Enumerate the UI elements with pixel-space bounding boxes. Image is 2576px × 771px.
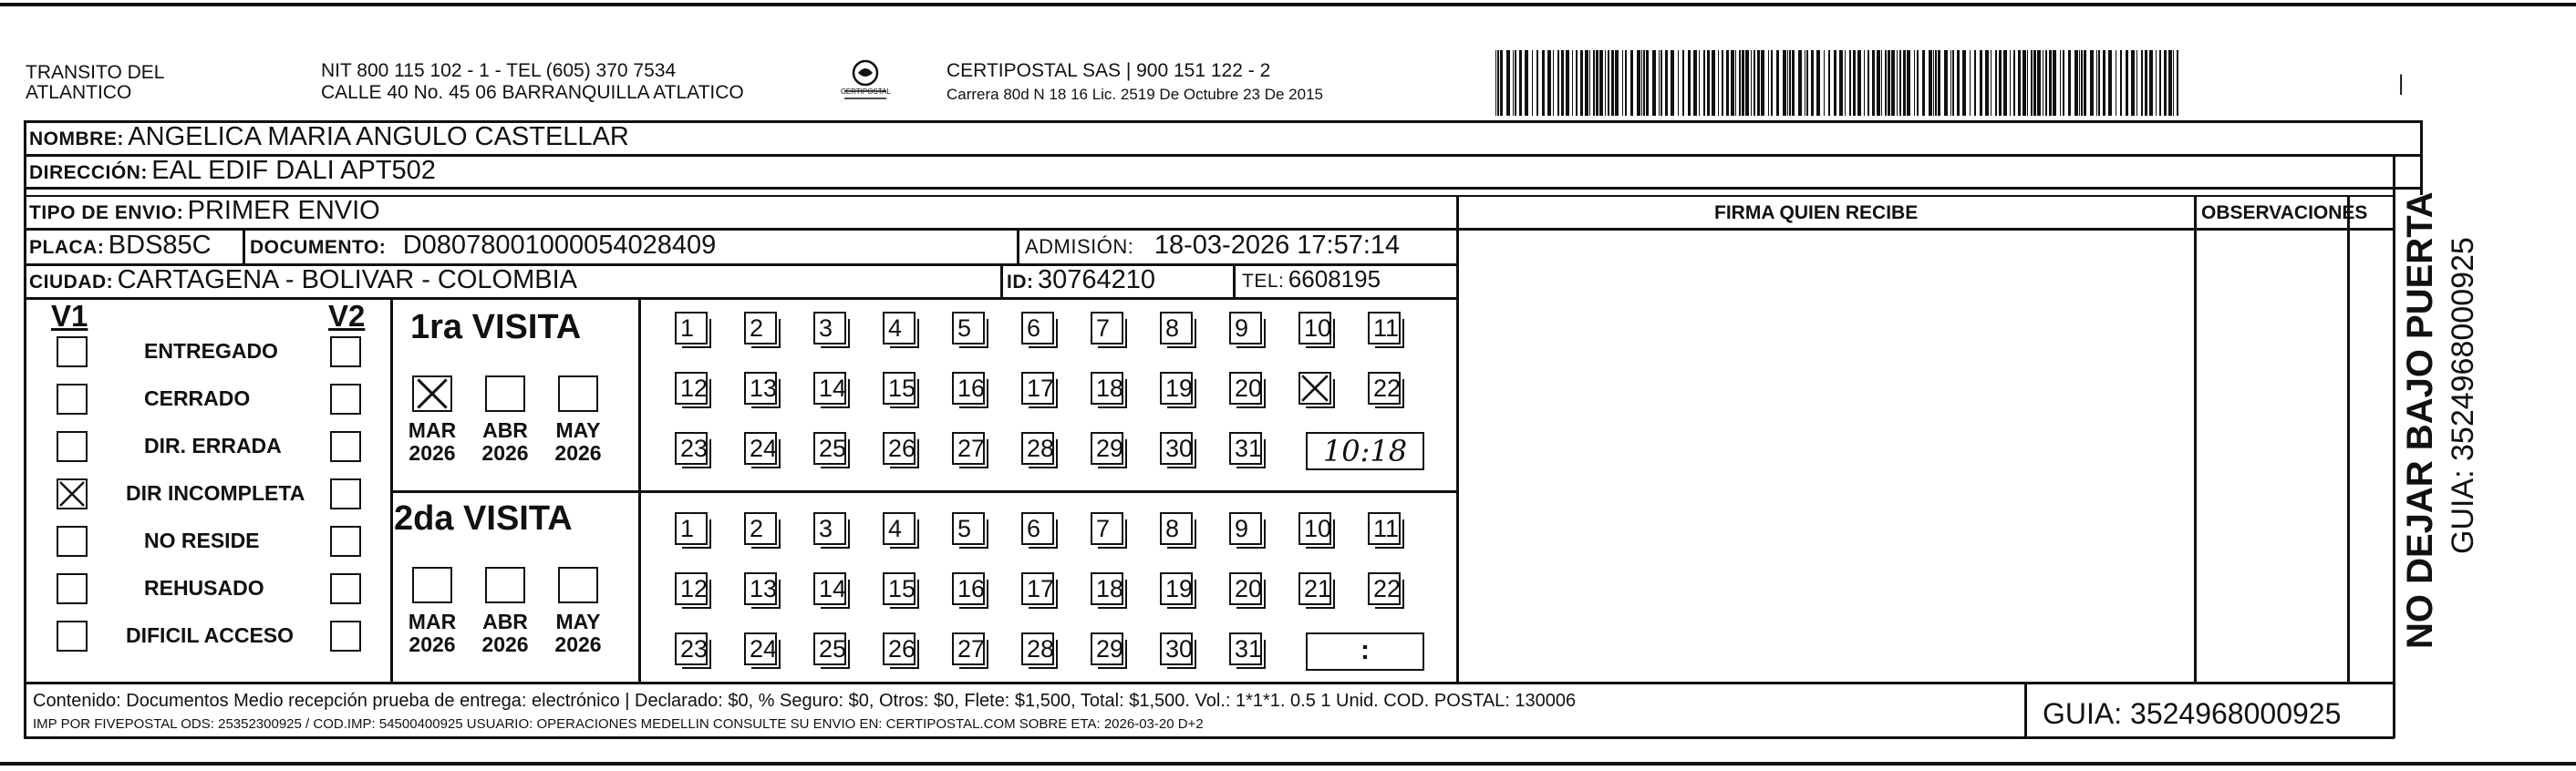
grid-line bbox=[24, 736, 2395, 739]
day-checkbox[interactable]: 13 bbox=[744, 572, 777, 605]
time-value: : bbox=[1360, 635, 1370, 665]
tel-row bbox=[1242, 265, 1381, 293]
month-year: 2026 bbox=[409, 632, 456, 656]
grid-line bbox=[2194, 195, 2197, 684]
day-checkbox[interactable]: 5 bbox=[952, 512, 985, 545]
plate-value: BDS85C bbox=[108, 231, 212, 260]
v2-checkbox[interactable] bbox=[330, 478, 361, 509]
grid-line bbox=[2420, 120, 2423, 195]
document-label: DOCUMENTO: bbox=[250, 237, 387, 258]
tel-label: TEL: bbox=[1242, 271, 1285, 292]
day-checkbox[interactable]: 7 bbox=[1091, 312, 1123, 344]
day-checkbox[interactable]: 8 bbox=[1160, 512, 1193, 545]
grid-line bbox=[2393, 155, 2395, 738]
v2-label: V2 bbox=[328, 299, 366, 333]
day-checkbox[interactable]: 20 bbox=[1229, 572, 1262, 605]
month-label bbox=[549, 611, 607, 656]
day-checkbox[interactable]: 11 bbox=[1368, 512, 1401, 545]
day-checkbox[interactable]: 14 bbox=[813, 572, 846, 605]
tel-value: 6608195 bbox=[1288, 265, 1381, 293]
month-label bbox=[403, 419, 461, 465]
send-type-row bbox=[29, 196, 380, 226]
grid-line bbox=[2024, 684, 2027, 738]
v1-checkbox[interactable] bbox=[57, 478, 88, 509]
month-checkbox[interactable] bbox=[485, 375, 525, 412]
day-checkbox[interactable]: 4 bbox=[883, 312, 916, 344]
second-visit-title: 2da VISITA bbox=[394, 499, 573, 538]
grid-line bbox=[243, 230, 245, 264]
month-year: 2026 bbox=[481, 441, 529, 465]
day-checkbox[interactable]: 28 bbox=[1021, 632, 1054, 665]
v2-checkbox[interactable] bbox=[330, 336, 361, 367]
bottom-border bbox=[0, 762, 2576, 766]
v1-checkbox[interactable] bbox=[57, 573, 88, 604]
status-label: DIR INCOMPLETA bbox=[126, 481, 305, 505]
plate-row bbox=[29, 231, 212, 261]
month-year: 2026 bbox=[481, 632, 529, 656]
day-checkbox[interactable]: 25 bbox=[813, 632, 846, 665]
day-checkbox[interactable]: 5 bbox=[952, 312, 985, 344]
name-value: ANGELICA MARIA ANGULO CASTELLAR bbox=[128, 122, 629, 151]
carrier-line2: Carrera 80d N 18 16 Lic. 2519 De Octubre 23 De 2015 bbox=[947, 86, 1323, 103]
day-checkbox[interactable]: 22 bbox=[1368, 572, 1401, 605]
month-name: MAR bbox=[408, 418, 457, 442]
v2-checkbox[interactable] bbox=[330, 431, 361, 462]
day-checkbox[interactable]: 26 bbox=[883, 432, 916, 465]
grid-line bbox=[24, 120, 26, 738]
carrier-line1: CERTIPOSTAL SAS | 900 151 122 - 2 bbox=[947, 60, 1271, 81]
city-label: CIUDAD: bbox=[29, 272, 114, 293]
signature-header: FIRMA QUIEN RECIBE bbox=[1714, 202, 1919, 223]
month-name: MAR bbox=[408, 610, 457, 633]
day-checkbox[interactable]: 3 bbox=[813, 512, 846, 545]
send-type-value: PRIMER ENVIO bbox=[187, 196, 380, 225]
admission-value: 18-03-2026 17:57:14 bbox=[1154, 231, 1401, 260]
v1-checkbox[interactable] bbox=[57, 431, 88, 462]
day-checkbox[interactable]: 15 bbox=[883, 572, 916, 605]
v1-checkbox[interactable] bbox=[57, 336, 88, 367]
month-name: MAY bbox=[555, 418, 601, 442]
month-checkbox[interactable] bbox=[558, 375, 598, 412]
day-checkbox[interactable]: 9 bbox=[1229, 312, 1262, 344]
name-label: NOMBRE: bbox=[29, 128, 124, 149]
day-checkbox[interactable]: 16 bbox=[952, 572, 985, 605]
day-checkbox[interactable]: 2 bbox=[744, 512, 777, 545]
day-checkbox[interactable]: 28 bbox=[1021, 432, 1054, 465]
day-checkbox[interactable]: 15 bbox=[883, 372, 916, 405]
barcode bbox=[1495, 50, 2371, 116]
grid-line bbox=[1017, 230, 1019, 264]
month-name: ABR bbox=[482, 610, 528, 633]
document-value: D08078001000054028409 bbox=[402, 231, 717, 260]
grid-line bbox=[1233, 264, 1236, 299]
day-checkbox[interactable]: 29 bbox=[1091, 432, 1123, 465]
day-checkbox[interactable]: 9 bbox=[1229, 512, 1262, 545]
admission-label: ADMISIÓN: bbox=[1025, 235, 1134, 258]
sender-address: CALLE 40 No. 45 06 BARRANQUILLA ATLATICO bbox=[321, 82, 744, 103]
day-checkbox[interactable] bbox=[1298, 372, 1331, 405]
id-value: 30764210 bbox=[1037, 265, 1155, 294]
v2-checkbox[interactable] bbox=[330, 384, 361, 415]
id-row bbox=[1007, 265, 1155, 295]
address-value: EAL EDIF DALI APT502 bbox=[151, 156, 436, 185]
day-checkbox[interactable]: 23 bbox=[675, 632, 708, 665]
day-checkbox[interactable]: 19 bbox=[1160, 572, 1193, 605]
day-checkbox[interactable]: 6 bbox=[1021, 312, 1054, 344]
day-checkbox[interactable]: 17 bbox=[1021, 372, 1054, 405]
month-checkbox[interactable] bbox=[485, 567, 525, 603]
v2-checkbox[interactable] bbox=[330, 621, 361, 652]
day-checkbox[interactable]: 26 bbox=[883, 632, 916, 665]
day-checkbox[interactable]: 20 bbox=[1229, 372, 1262, 405]
day-checkbox[interactable]: 21 bbox=[1298, 572, 1331, 605]
day-checkbox[interactable]: 24 bbox=[744, 632, 777, 665]
day-checkbox[interactable]: 31 bbox=[1229, 632, 1262, 665]
day-checkbox[interactable]: 2 bbox=[744, 312, 777, 344]
day-checkbox[interactable]: 12 bbox=[675, 372, 708, 405]
imp-line: IMP POR FIVEPOSTAL ODS: 25352300925 / COD.IMP: 54500400925 USUARIO: OPERACIONES MEDELLIN CONSULTE SU ENVIO EN: CERTIPOSTAL.COM SOBRE ETA: 2026-03-20 D+2 bbox=[33, 716, 1204, 732]
day-checkbox[interactable]: 7 bbox=[1091, 512, 1123, 545]
day-checkbox[interactable]: 13 bbox=[744, 372, 777, 405]
day-checkbox[interactable]: 16 bbox=[952, 372, 985, 405]
day-checkbox[interactable]: 17 bbox=[1021, 572, 1054, 605]
day-checkbox[interactable]: 30 bbox=[1160, 632, 1193, 665]
month-name: MAY bbox=[555, 610, 601, 633]
day-checkbox[interactable]: 4 bbox=[883, 512, 916, 545]
top-border bbox=[0, 3, 2576, 6]
day-checkbox[interactable]: 27 bbox=[952, 432, 985, 465]
time-field[interactable] bbox=[1306, 632, 1424, 671]
v1-checkbox[interactable] bbox=[57, 384, 88, 415]
status-label: CERRADO bbox=[144, 386, 251, 410]
grid-line bbox=[2347, 195, 2350, 684]
day-checkbox[interactable]: 6 bbox=[1021, 512, 1054, 545]
send-type-label: TIPO DE ENVIO: bbox=[29, 202, 184, 223]
day-checkbox[interactable]: 11 bbox=[1368, 312, 1401, 344]
day-checkbox[interactable]: 14 bbox=[813, 372, 846, 405]
content-line: Contenido: Documentos Medio recepción prueba de entrega: electrónico | Declarado: $0, % Seguro: $0, Otros: $0, Flete: $1,500, Total: $1,500. Vol.: 1*1*1. 0.5 1 Unid. COD. POSTAL: 130006 bbox=[33, 691, 1577, 711]
name-row bbox=[29, 122, 629, 152]
month-year: 2026 bbox=[554, 441, 602, 465]
first-visit-title: 1ra VISITA bbox=[410, 308, 582, 346]
day-checkbox[interactable]: 12 bbox=[675, 572, 708, 605]
v1-label: V1 bbox=[51, 299, 88, 333]
sender-line2: ATLANTICO bbox=[26, 82, 132, 103]
day-checkbox[interactable]: 10 bbox=[1298, 512, 1331, 545]
address-label: DIRECCIÓN: bbox=[29, 162, 148, 183]
status-label: DIFICIL ACCESO bbox=[126, 623, 295, 647]
admission-row bbox=[1025, 231, 1400, 261]
day-checkbox[interactable]: 22 bbox=[1368, 372, 1401, 405]
grid-line bbox=[24, 187, 2422, 190]
day-checkbox[interactable]: 25 bbox=[813, 432, 846, 465]
grid-line bbox=[1000, 264, 1003, 299]
sender-line1: TRANSITO DEL bbox=[26, 62, 165, 83]
day-checkbox[interactable]: 10 bbox=[1298, 312, 1331, 344]
nit-line: NIT 800 115 102 - 1 - TEL (605) 370 7534 bbox=[321, 60, 677, 81]
status-label: DIR. ERRADA bbox=[144, 434, 282, 457]
month-name: ABR bbox=[482, 418, 528, 442]
time-value: 10:18 bbox=[1322, 434, 1408, 468]
day-checkbox[interactable]: 18 bbox=[1091, 572, 1123, 605]
no-under-door-warning: NO DEJAR BAJO PUERTA bbox=[2400, 191, 2440, 649]
v2-checkbox[interactable] bbox=[330, 526, 361, 557]
address-row bbox=[29, 156, 436, 186]
day-checkbox[interactable]: 8 bbox=[1160, 312, 1193, 344]
v1-checkbox[interactable] bbox=[57, 621, 88, 652]
day-checkbox[interactable]: 1 bbox=[675, 512, 708, 545]
day-checkbox[interactable]: 27 bbox=[952, 632, 985, 665]
month-checkbox[interactable] bbox=[412, 567, 452, 603]
grid-line bbox=[1456, 195, 1459, 684]
day-checkbox[interactable]: 29 bbox=[1091, 632, 1123, 665]
day-checkbox[interactable]: 3 bbox=[813, 312, 846, 344]
day-checkbox[interactable]: 23 bbox=[675, 432, 708, 465]
grid-line bbox=[390, 490, 1457, 493]
city-value: CARTAGENA - BOLIVAR - COLOMBIA bbox=[117, 265, 577, 294]
day-checkbox[interactable]: 31 bbox=[1229, 432, 1262, 465]
status-label: NO RESIDE bbox=[144, 529, 260, 552]
edge-mark: | bbox=[2398, 71, 2405, 96]
month-label bbox=[476, 611, 534, 656]
day-checkbox[interactable]: 19 bbox=[1160, 372, 1193, 405]
month-year: 2026 bbox=[554, 632, 602, 656]
time-field[interactable] bbox=[1306, 432, 1424, 470]
guide-number: GUIA: 3524968000925 bbox=[2043, 697, 2342, 730]
status-label: REHUSADO bbox=[144, 576, 264, 600]
v1-checkbox[interactable] bbox=[57, 526, 88, 557]
month-label bbox=[403, 611, 461, 656]
grid-line bbox=[24, 297, 1457, 300]
month-checkbox[interactable] bbox=[412, 375, 452, 412]
observations-header: OBSERVACIONES bbox=[2201, 202, 2368, 223]
month-label bbox=[549, 419, 607, 465]
day-checkbox[interactable]: 18 bbox=[1091, 372, 1123, 405]
v2-checkbox[interactable] bbox=[330, 573, 361, 604]
day-checkbox[interactable]: 30 bbox=[1160, 432, 1193, 465]
certipostal-logo: CERTIPOSTAL bbox=[839, 55, 892, 108]
month-label bbox=[476, 419, 534, 465]
side-guide-number: GUIA: 3524968000925 bbox=[2446, 237, 2480, 554]
city-row bbox=[29, 265, 577, 295]
plate-label: PLACA: bbox=[29, 237, 105, 258]
day-checkbox[interactable]: 24 bbox=[744, 432, 777, 465]
document-row bbox=[250, 231, 716, 261]
month-year: 2026 bbox=[409, 441, 456, 465]
month-checkbox[interactable] bbox=[558, 567, 598, 603]
day-checkbox[interactable]: 1 bbox=[675, 312, 708, 344]
grid-line bbox=[24, 682, 2395, 684]
id-label: ID: bbox=[1007, 272, 1034, 293]
status-label: ENTREGADO bbox=[144, 339, 278, 363]
